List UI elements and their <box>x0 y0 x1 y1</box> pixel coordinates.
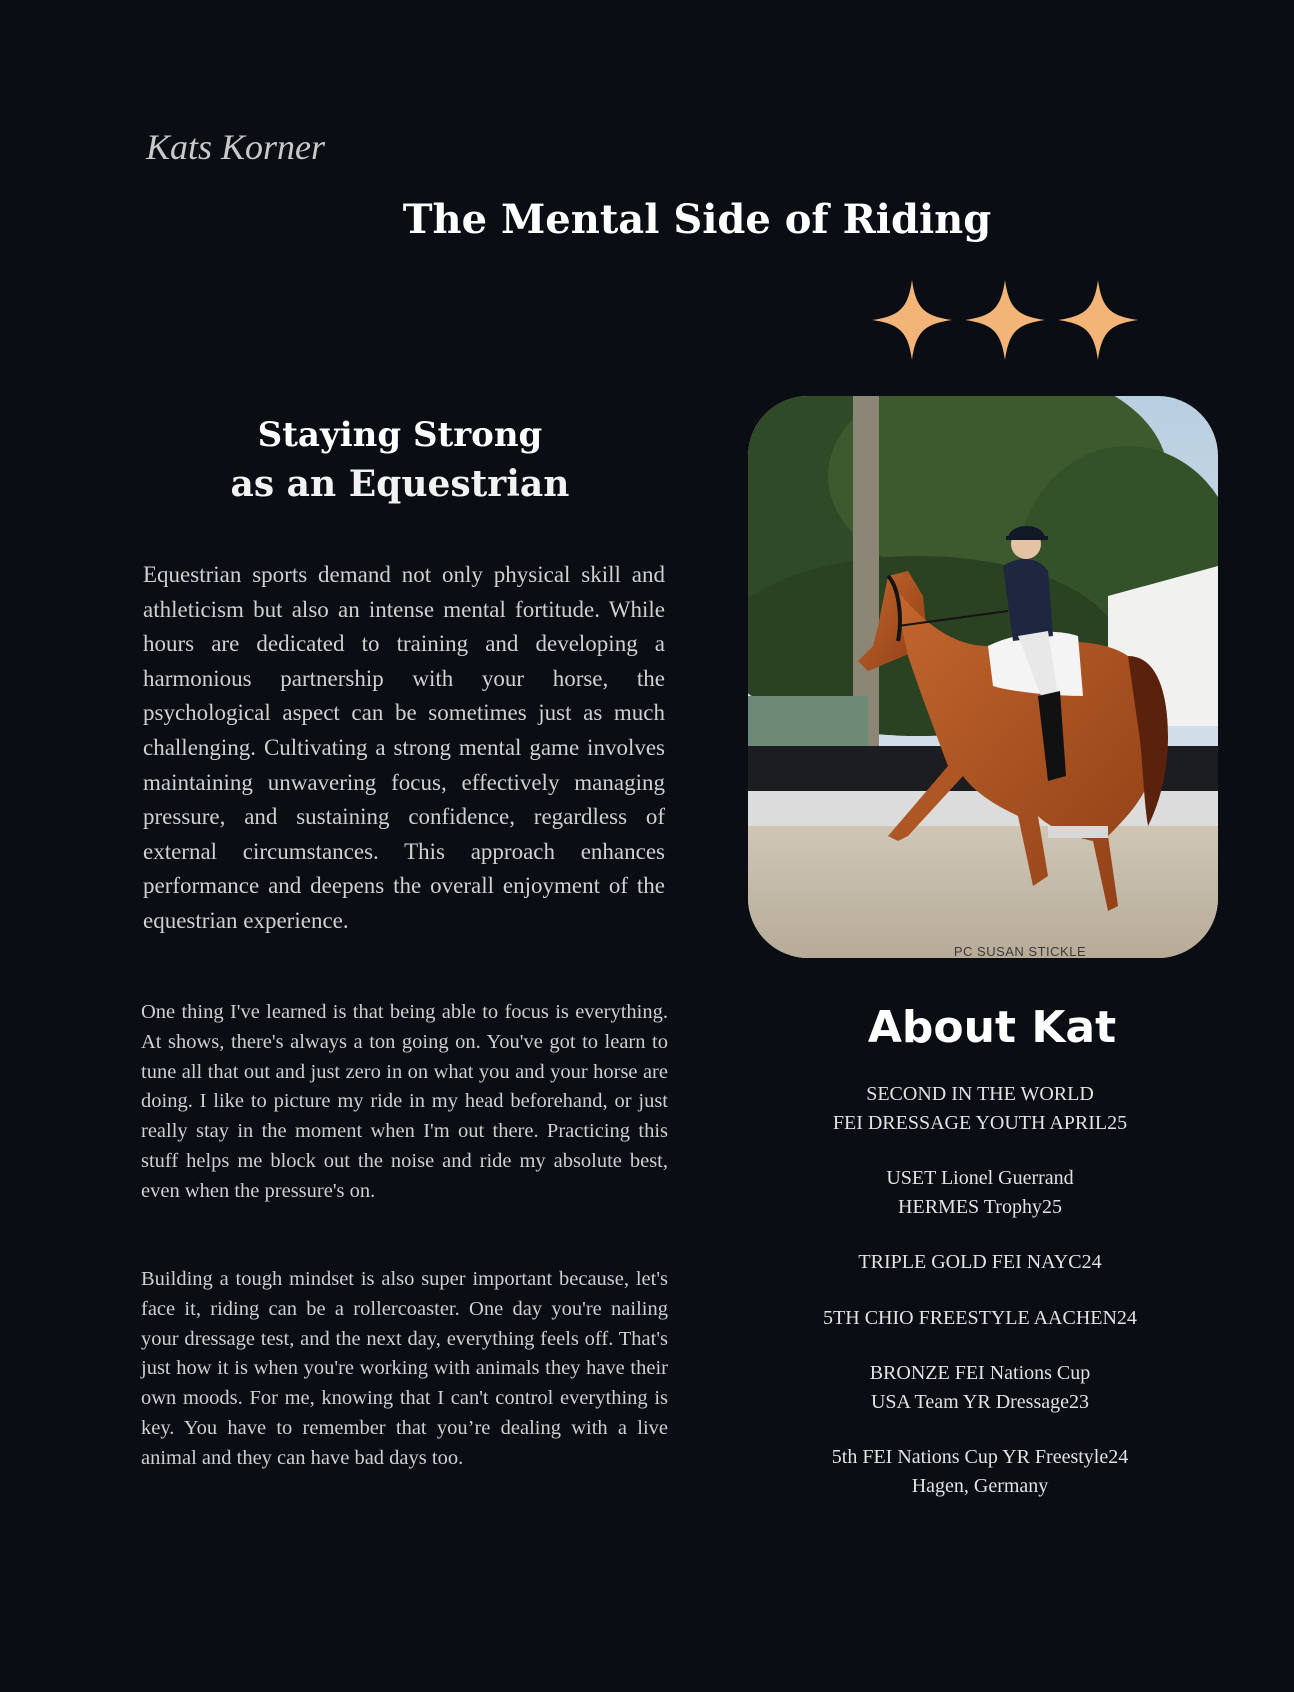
subheading-line-1: Staying Strong <box>257 415 543 455</box>
rider-photo-illustration <box>748 396 1218 958</box>
achievement-line-2: Hagen, Germany <box>911 1474 1049 1497</box>
achievement-item <box>780 1164 1180 1221</box>
achievement-item <box>780 1080 1180 1137</box>
article-subheading <box>150 412 650 510</box>
achievement-line-1: 5TH CHIO FREESTYLE AACHEN24 <box>823 1306 1137 1329</box>
article-paragraph-2: Building a tough mindset is also super important because, let's face it, riding can be a rollercoaster. One day you're nailing your dressage test, and the next day, everything feels off. That's just how it is when you're working with animals they have their own moods. For me, knowing that I can't control everything is key. You have to remember that you’re dealing with a live animal and they can have bad days too. <box>141 1268 668 1469</box>
achievement-item <box>780 1248 1180 1277</box>
photo-credit: PC SUSAN STICKLE <box>953 944 1087 959</box>
achievement-line-2: USA Team YR Dressage23 <box>870 1390 1090 1413</box>
achievement-item <box>780 1359 1180 1416</box>
page-title: The Mental Side of Riding <box>402 196 992 243</box>
achievement-line-2: FEI DRESSAGE YOUTH APRIL25 <box>832 1111 1128 1134</box>
star-icon <box>1058 280 1138 360</box>
section-label: Kats Korner <box>146 127 326 167</box>
achievement-line-1: TRIPLE GOLD FEI NAYC24 <box>858 1251 1102 1273</box>
achievement-line-1: 5th FEI Nations Cup YR Freestyle24 <box>831 1446 1129 1468</box>
achievement-line-1: SECOND IN THE WORLD <box>866 1083 1094 1105</box>
article-paragraph-1: One thing I've learned is that being able to focus is everything. At shows, there's always a ton going on. You've got to learn to tune all that out and just zero in on what you and your horse are doing. I like to picture my ride in my head beforehand, or just really stay in the moment when I'm out there. Practicing this stuff helps me block out the noise and ride my absolute best, even when the pressure's on. <box>141 1001 668 1202</box>
achievements-list <box>780 1080 1180 1527</box>
star-icon <box>965 280 1045 360</box>
subheading-line-2: as an Equestrian <box>230 463 570 505</box>
achievement-line-1: BRONZE FEI Nations Cup <box>869 1362 1091 1384</box>
rider-photo <box>748 396 1218 958</box>
about-heading: About Kat <box>867 1002 1117 1053</box>
achievement-item <box>780 1443 1180 1500</box>
achievement-item <box>780 1304 1180 1333</box>
achievement-line-2: HERMES Trophy25 <box>898 1195 1062 1218</box>
stars-decoration <box>872 280 1138 360</box>
achievement-line-1: USET Lionel Guerrand <box>886 1167 1074 1189</box>
article-intro: Equestrian sports demand not only physical skill and athleticism but also an intense mental fortitude. While hours are dedicated to training and developing a harmonious partnership with your horse, the psychological aspect can be sometimes just as much challenging. Cultivating a strong mental game involves maintaining unwavering focus, effectively managing pressure, and sustaining confidence, regardless of external circumstances. This approach enhances performance and deepens the overall enjoyment of the equestrian experience. <box>143 562 665 933</box>
star-icon <box>872 280 952 360</box>
